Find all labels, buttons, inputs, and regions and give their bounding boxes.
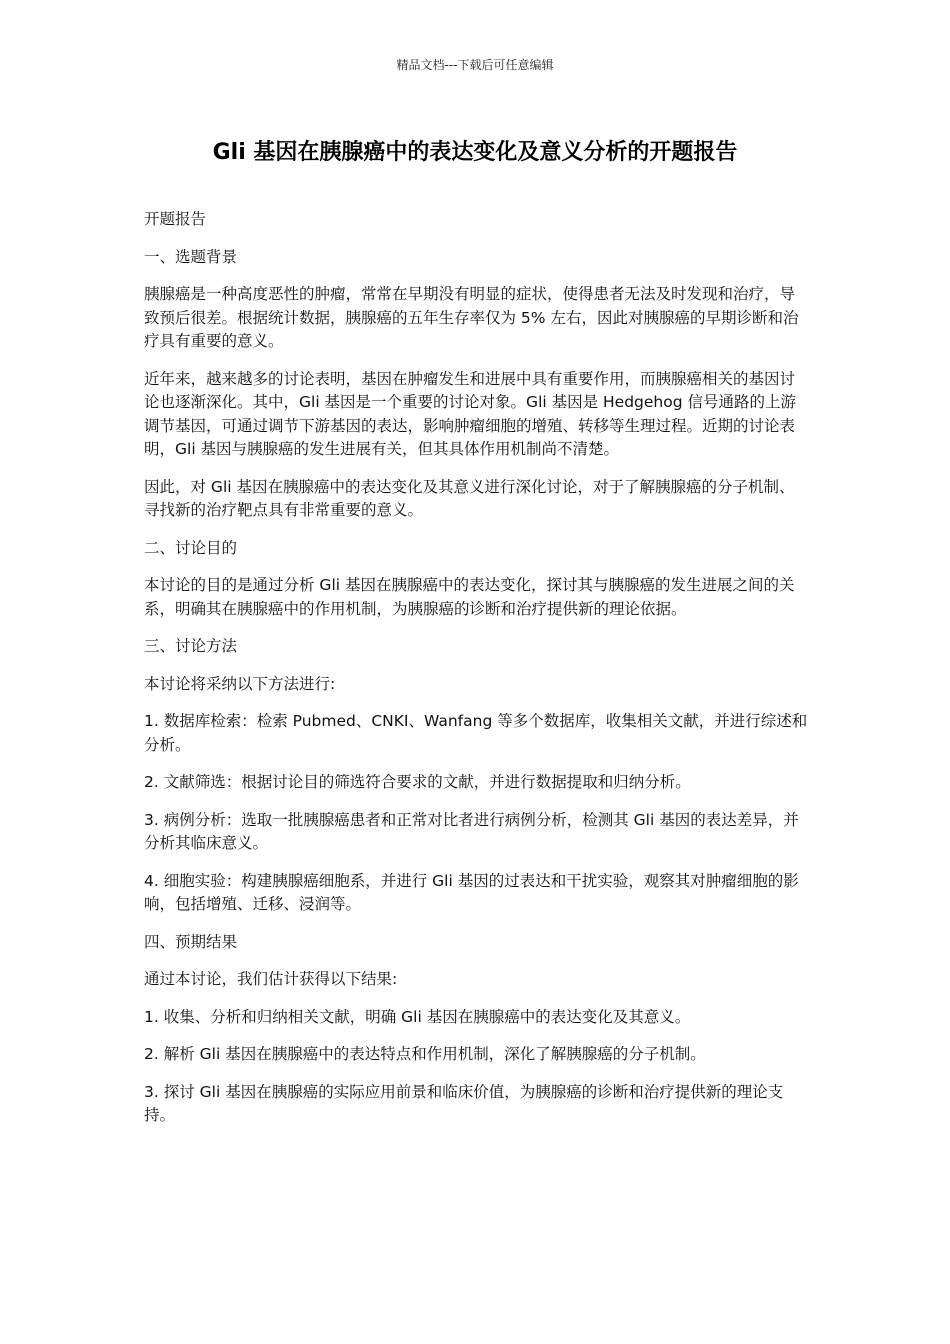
list-item: 1. 数据库检索：检索 Pubmed、CNKI、Wanfang 等多个数据库，收集相关文献，并进行综述和分析。: [144, 712, 808, 754]
section-heading-purpose: 二、讨论目的: [144, 538, 238, 557]
list-item: 1. 收集、分析和归纳相关文献，明确 Gli 基因在胰腺癌中的表达变化及其意义。: [144, 1007, 691, 1026]
list-item: 2. 解析 Gli 基因在胰腺癌中的表达特点和作用机制，深化了解胰腺癌的分子机制。: [144, 1045, 706, 1063]
list-item: 3. 病例分析：选取一批胰腺癌患者和正常对比者进行病例分析，检测其 Gli 基因的表达差异，并分析其临床意义。: [144, 810, 799, 852]
list-item: 4. 细胞实验：构建胰腺癌细胞系，并进行 Gli 基因的过表达和干扰实验，观察其对肿瘤细胞的影响，包括增殖、迁移、浸润等。: [144, 871, 799, 913]
page-header: 精品文档---下载后可任意编辑: [396, 58, 554, 72]
section-heading-expected-results: 四、预期结果: [144, 932, 238, 951]
document-body: [144, 208, 809, 1142]
paragraph: 本讨论将采纳以下方法进行:: [144, 674, 336, 693]
paragraph: 胰腺癌是一种高度恶性的肿瘤，常常在早期没有明显的症状，使得患者无法及时发现和治疗，导致预后很差。根据统计数据，胰腺癌的五年生存率仅为 5% 左右，因此对胰腺癌的早期诊断和治疗具有重要的意义。: [144, 285, 799, 350]
paragraph: 因此，对 Gli 基因在胰腺癌中的表达变化及其意义进行深化讨论，对于了解胰腺癌的分子机制、寻找新的治疗靶点具有非常重要的意义。: [144, 477, 795, 519]
list-item: 2. 文献筛选：根据讨论目的筛选符合要求的文献，并进行数据提取和归纳分析。: [144, 773, 691, 791]
paragraph: 本讨论的目的是通过分析 Gli 基因在胰腺癌中的表达变化，探讨其与胰腺癌的发生进展之间的关系，明确其在胰腺癌中的作用机制，为胰腺癌的诊断和治疗提供新的理论依据。: [144, 576, 795, 618]
paragraph: 通过本讨论，我们估计获得以下结果:: [144, 970, 398, 988]
paragraph-report-label: 开题报告: [144, 210, 207, 228]
paragraph: 近年来，越来越多的讨论表明，基因在肿瘤发生和进展中具有重要作用，而胰腺癌相关的基因讨论也逐渐深化。其中，Gli 基因是一个重要的讨论对象。Gli 基因是 Hedgehog 信号通路的上游调节基因，可通过调节下游基因的表达，影响肿瘤细胞的增殖、转移等生理过程。近期的讨论表明，Gli 基因与胰腺癌的发生进展有关，但其具体作用机制尚不清楚。: [144, 369, 797, 458]
section-heading-methods: 三、讨论方法: [144, 637, 238, 655]
document-title: Gli 基因在胰腺癌中的表达变化及意义分析的开题报告: [212, 140, 738, 165]
section-heading-background: 一、选题背景: [144, 247, 238, 266]
list-item: 3. 探讨 Gli 基因在胰腺癌的实际应用前景和临床价值，为胰腺癌的诊断和治疗提供新的理论支持。: [144, 1082, 784, 1124]
